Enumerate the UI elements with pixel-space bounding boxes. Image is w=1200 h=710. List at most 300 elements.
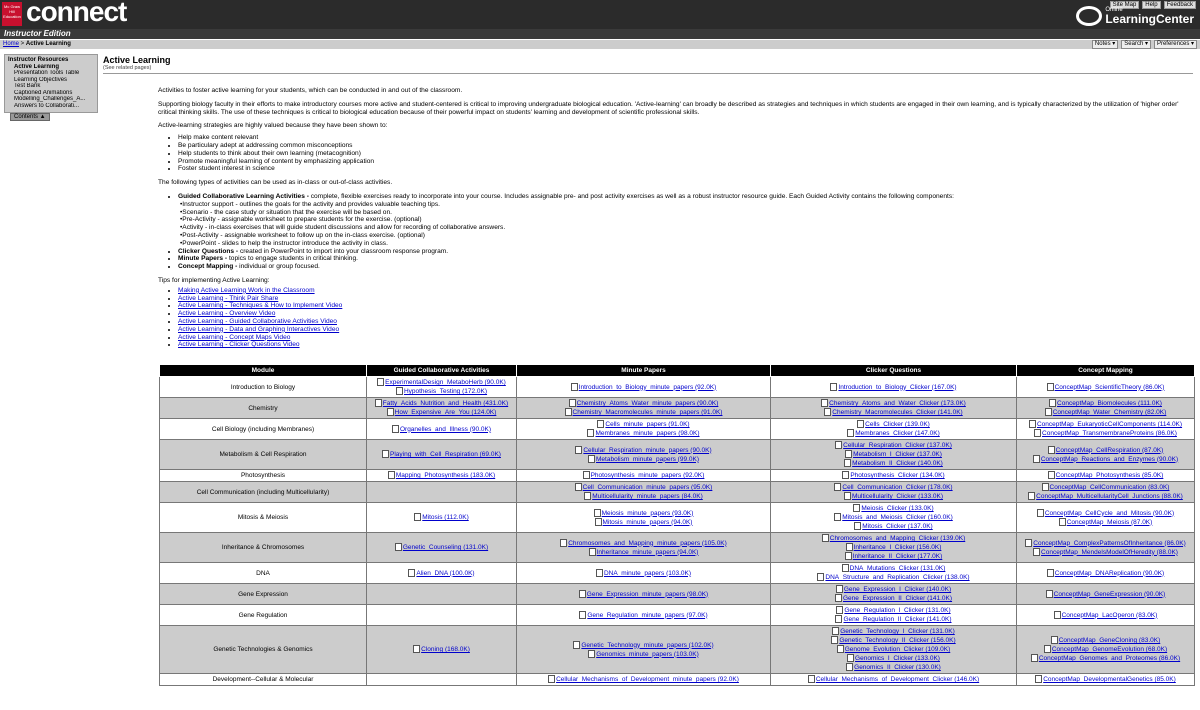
resource-entry xyxy=(519,611,768,620)
document-icon xyxy=(395,543,402,551)
file-link[interactable]: Alien_DNA (100.0K) xyxy=(416,569,475,577)
file-link[interactable]: Gene_Regulation_minute_papers (97.0K) xyxy=(587,611,708,619)
file-link[interactable]: Mitosis (112.0K) xyxy=(422,514,469,521)
file-link[interactable]: DNA_Structure_and_Replication_Clicker (138.0K) xyxy=(825,574,970,581)
resource-entry xyxy=(773,585,1014,594)
file-link[interactable]: Multicellularity_Clicker (133.0K) xyxy=(851,493,944,500)
file-link[interactable]: Genome_Evolution_Clicker (109.0K) xyxy=(844,646,951,653)
file-link[interactable]: Membranes_Clicker (147.0K) xyxy=(855,430,940,437)
resource-cell xyxy=(771,605,1017,626)
file-link[interactable]: ConceptMap_CellRespiration (87.0K) xyxy=(1055,446,1164,454)
resource-entry xyxy=(519,518,768,527)
resource-entry xyxy=(519,471,768,480)
document-icon xyxy=(387,408,394,416)
tool-menu[interactable]: Preferences ▾ xyxy=(1154,40,1197,49)
file-link[interactable]: Mitosis_Clicker (137.0K) xyxy=(862,523,933,530)
module-name: Inheritance & Chromosomes xyxy=(160,533,367,563)
resource-cell xyxy=(771,419,1017,440)
olc-swirl-icon xyxy=(1076,6,1102,26)
edition-bar: Instructor Edition xyxy=(0,29,1200,39)
tip-item xyxy=(178,318,1188,326)
resource-entry xyxy=(1019,548,1192,557)
document-icon xyxy=(1034,429,1041,437)
resource-cell xyxy=(771,440,1017,470)
sidebar-heading: Instructor Resources xyxy=(8,57,69,63)
document-icon xyxy=(854,522,861,530)
document-icon xyxy=(857,420,864,428)
tool-menu[interactable]: Notes ▾ xyxy=(1092,40,1118,49)
resource-cell xyxy=(771,503,1017,533)
document-icon xyxy=(408,569,415,577)
resource-entry xyxy=(773,429,1014,438)
module-name: Gene Regulation xyxy=(160,605,367,626)
document-icon xyxy=(1031,654,1038,662)
tool-menu[interactable]: Search ▾ xyxy=(1121,40,1151,49)
document-icon xyxy=(377,378,384,386)
file-link[interactable]: ConceptMap_CellCycle_and_Mitosis (90.0K) xyxy=(1044,509,1175,517)
document-icon xyxy=(830,383,837,391)
resource-entry xyxy=(369,471,514,480)
file-link[interactable]: Gene_Expression_I_Clicker (140.0K) xyxy=(843,586,952,593)
resource-entry xyxy=(519,483,768,492)
file-link[interactable]: Genetic_Technology_II_Clicker (156.0K) xyxy=(839,637,956,644)
file-link[interactable]: Genomics_I_Clicker (133.0K) xyxy=(855,655,940,662)
document-icon xyxy=(594,509,601,517)
resource-cell xyxy=(517,470,771,482)
resource-entry xyxy=(773,504,1014,513)
resource-cell xyxy=(367,440,517,470)
file-link[interactable]: Mitosis_and_Meiosis_Clicker (160.0K) xyxy=(842,514,953,521)
file-link[interactable]: Cell_Communication_Clicker (178.0K) xyxy=(842,484,953,491)
benefit-item: • Help students to think about their own learning (metacognition) xyxy=(178,150,1188,158)
resource-entry xyxy=(773,420,1014,429)
resource-entry xyxy=(369,450,514,459)
resource-entry xyxy=(519,383,768,392)
sidebar-item[interactable]: Answers to Collaborati... xyxy=(14,102,80,109)
document-icon xyxy=(1048,471,1055,479)
resource-cell xyxy=(367,674,517,686)
file-link[interactable]: ConceptMap_DevelopmentalGenetics (85.0K) xyxy=(1043,676,1176,683)
tip-item xyxy=(178,302,1188,310)
file-link[interactable]: ConceptMap_CellCommunication (83.0K) xyxy=(1049,484,1170,491)
file-link[interactable]: ConceptMap_ScientificTheory (86.0K) xyxy=(1054,383,1165,391)
document-icon xyxy=(571,383,578,391)
resource-entry xyxy=(369,378,514,387)
document-icon xyxy=(392,425,399,433)
file-link[interactable]: ConceptMap_MendelsModelOfHeredity (88.0K) xyxy=(1041,548,1178,556)
resource-entry xyxy=(773,636,1014,645)
table-row xyxy=(160,674,1195,686)
resource-entry xyxy=(1019,645,1192,654)
document-icon xyxy=(844,459,851,467)
sidebar-item[interactable]: Presentation Tools Table xyxy=(14,70,80,76)
resource-entry xyxy=(519,590,768,599)
file-link[interactable]: Playing_with_Cell_Respiration (69.0K) xyxy=(390,451,501,458)
resource-entry xyxy=(773,675,1014,684)
top-link[interactable]: Feedback xyxy=(1164,1,1196,9)
benefit-item: • Promote meaningful learning of content by emphasizing application xyxy=(178,158,1188,166)
resource-cell xyxy=(1017,398,1195,419)
tip-item xyxy=(178,334,1188,342)
olc-line1: Online xyxy=(1105,7,1123,13)
file-link[interactable]: DNA_Mutations_Clicker (131.0K) xyxy=(849,565,946,572)
document-icon xyxy=(1059,518,1066,526)
tool-menus xyxy=(1092,40,1197,49)
document-icon xyxy=(1035,675,1042,683)
file-link[interactable]: Mitosis_minute_papers (94.0K) xyxy=(602,518,693,526)
resource-cell xyxy=(771,470,1017,482)
document-icon xyxy=(414,513,421,521)
activity-item xyxy=(178,193,1188,248)
file-link[interactable]: Photosynthesis_Clicker (134.0K) xyxy=(850,472,945,479)
sidebar-item[interactable]: Active Learning xyxy=(14,63,60,70)
module-name: Chemistry xyxy=(160,398,367,419)
file-link[interactable]: Cellular_Respiration_minute_papers (90.0K) xyxy=(583,446,712,454)
tip-item xyxy=(178,295,1188,303)
column-header: Guided Collaborative Activities xyxy=(367,365,517,377)
component-item: •Instructor support - outlines the goals for the activity and provides valuable teaching tips. xyxy=(180,200,440,208)
top-link[interactable]: Site Map xyxy=(1110,1,1140,9)
file-link[interactable]: Chromosomes_and_Mapping_Clicker (139.0K) xyxy=(829,535,966,542)
file-link[interactable]: Cells_Clicker (139.0K) xyxy=(865,421,930,428)
resource-entry xyxy=(773,654,1014,663)
file-link[interactable]: Introduction_to_Biology_Clicker (167.0K) xyxy=(838,383,957,391)
file-link[interactable]: ConceptMap_MulticellularityCell_Junctions (88.0K) xyxy=(1036,493,1183,500)
resource-cell xyxy=(771,626,1017,674)
sidebar-item[interactable]: Modelling_Challenges_A... xyxy=(14,96,86,102)
resource-entry xyxy=(1019,636,1192,645)
benefit-item: • Help make content relevant xyxy=(178,134,1188,142)
component-item: •Scenario - the case study or situation that the exercise will be based on. xyxy=(180,208,392,216)
breadcrumb xyxy=(0,40,1200,49)
document-icon xyxy=(1029,420,1036,428)
resource-cell xyxy=(771,377,1017,398)
document-icon xyxy=(1045,408,1052,416)
document-icon xyxy=(832,627,839,635)
file-link[interactable]: Introduction_to_Biology_minute_papers (92.0K) xyxy=(578,383,717,391)
resource-entry xyxy=(369,387,514,396)
main-content xyxy=(158,87,1188,355)
resource-entry xyxy=(773,615,1014,624)
document-icon xyxy=(842,564,849,572)
file-link[interactable]: Gene_Regulation_I_Clicker (131.0K) xyxy=(844,607,951,614)
resource-cell xyxy=(517,419,771,440)
resource-cell xyxy=(517,482,771,503)
tip-item xyxy=(178,287,1188,295)
resource-cell xyxy=(771,584,1017,605)
file-link[interactable]: Genomics_minute_papers (103.0K) xyxy=(596,650,699,658)
table-row xyxy=(160,482,1195,503)
file-link[interactable]: ConceptMap_GeneCloning (83.0K) xyxy=(1058,637,1161,644)
file-link[interactable]: Inheritance_I_Clicker (156.0K) xyxy=(853,544,942,551)
component-item: •Post-Activity - assignable worksheet to follow up on the in-class exercise. (optional) xyxy=(180,231,425,239)
file-link[interactable]: ConceptMap_EukaryoticCellComponents (114.0K) xyxy=(1036,421,1183,428)
file-link[interactable]: DNA_minute_papers (103.0K) xyxy=(603,569,692,577)
file-link[interactable]: Multicellularity_minute_papers (84.0K) xyxy=(592,493,703,500)
document-icon xyxy=(596,569,603,577)
tip-link[interactable]: Active Learning - Clicker Questions Video xyxy=(178,341,300,349)
table-row xyxy=(160,440,1195,470)
file-link[interactable]: Gene_Expression_minute_papers (98.0K) xyxy=(586,590,709,598)
activity-item xyxy=(178,255,1188,263)
file-link[interactable]: ConceptMap_Genomes_and_Proteomes (86.0K) xyxy=(1038,655,1181,662)
tip-link[interactable]: Active Learning - Concept Maps Video xyxy=(178,333,291,341)
file-link[interactable]: Genetic_Counseling (131.0K) xyxy=(402,544,489,551)
document-icon xyxy=(846,543,853,551)
document-icon xyxy=(565,408,572,416)
resource-entry xyxy=(1019,509,1192,518)
resource-cell xyxy=(367,563,517,584)
file-link[interactable]: ConceptMap_Photosynthesis (85.0K) xyxy=(1055,472,1164,479)
sidebar-item[interactable]: Test Bank xyxy=(14,83,41,89)
file-link[interactable]: Photosynthesis_minute_papers (92.0K) xyxy=(590,472,705,479)
activity-text: complete, flexible exercises ready to incorporate into your course. Includes assignable pre- and post activity exercises as well as a robust instructor resource guide. Each Guided Activity contains the following components: xyxy=(308,192,954,200)
olc-logo xyxy=(1076,6,1194,26)
tip-item xyxy=(178,310,1188,318)
column-header: Module xyxy=(160,365,367,377)
resource-cell xyxy=(771,482,1017,503)
tip-link[interactable]: Active Learning - Overview Video xyxy=(178,310,276,318)
sidebar xyxy=(4,54,98,113)
resource-entry xyxy=(369,569,514,578)
table-row xyxy=(160,503,1195,533)
resource-cell xyxy=(1017,584,1195,605)
document-icon xyxy=(396,387,403,395)
breadcrumb-home[interactable]: Home xyxy=(3,41,20,47)
file-link[interactable]: Cells_minute_papers (91.0K) xyxy=(605,421,690,428)
file-link[interactable]: ConceptMap_ComplexPatternsOfInheritance (86.0K) xyxy=(1033,539,1186,547)
file-link[interactable]: Metabolism_minute_papers (99.0K) xyxy=(596,455,699,463)
resource-entry xyxy=(519,509,768,518)
table-row xyxy=(160,626,1195,674)
contents-button[interactable]: Contents ▲ xyxy=(10,113,50,121)
file-link[interactable]: Organelles_and_Illness (90.0K) xyxy=(399,425,492,433)
resource-cell xyxy=(517,398,771,419)
resource-entry xyxy=(773,408,1014,417)
resource-cell xyxy=(1017,503,1195,533)
document-icon xyxy=(575,446,582,454)
resource-entry xyxy=(519,492,768,501)
document-icon xyxy=(834,483,841,491)
resource-entry xyxy=(773,450,1014,459)
document-icon xyxy=(597,420,604,428)
file-link[interactable]: Meiosis_minute_papers (93.0K) xyxy=(601,509,694,517)
document-icon xyxy=(579,590,586,598)
table-row xyxy=(160,563,1195,584)
resource-cell xyxy=(1017,482,1195,503)
top-link[interactable]: Help xyxy=(1142,1,1160,9)
resource-entry xyxy=(519,455,768,464)
document-icon xyxy=(835,594,842,602)
document-icon xyxy=(831,636,838,644)
file-link[interactable]: Genetic_Technology_minute_papers (102.0K) xyxy=(581,641,714,649)
document-icon xyxy=(1037,509,1044,517)
tip-link[interactable]: Active Learning - Techniques & How to Implement Video xyxy=(178,302,343,310)
document-icon xyxy=(589,548,596,556)
file-link[interactable]: ConceptMap_TransmembraneProteins (86.0K) xyxy=(1042,430,1177,437)
resource-entry xyxy=(773,483,1014,492)
olc-line2: LearningCenter xyxy=(1105,12,1194,26)
file-link[interactable]: Chemistry_Macromolecules_minute_papers (91.0K) xyxy=(572,409,723,416)
module-name: Development--Cellular & Molecular xyxy=(160,674,367,686)
file-link[interactable]: Inheritance_minute_papers (94.0K) xyxy=(596,548,699,556)
module-name: Gene Expression xyxy=(160,584,367,605)
activity-title: Minute Papers - xyxy=(178,255,228,263)
document-icon xyxy=(847,654,854,662)
page-title: Active Learning xyxy=(103,55,171,65)
resource-entry xyxy=(773,564,1014,573)
document-icon xyxy=(845,552,852,560)
resource-cell xyxy=(517,563,771,584)
file-link[interactable]: Chromosomes_and_Mapping_minute_papers (105.0K) xyxy=(568,539,727,547)
resource-entry xyxy=(519,650,768,659)
file-link[interactable]: ExperimentalDesign_MetaboHerb (90.0K) xyxy=(385,379,506,386)
resource-cell xyxy=(1017,419,1195,440)
top-bar xyxy=(0,0,1200,29)
resource-entry xyxy=(519,429,768,438)
resource-cell xyxy=(367,584,517,605)
document-icon xyxy=(413,645,420,653)
document-icon xyxy=(575,483,582,491)
resource-entry xyxy=(1019,429,1192,438)
resource-entry xyxy=(773,471,1014,480)
file-link[interactable]: Cell_Communication_minute_papers (95.0K) xyxy=(582,484,713,491)
component-item: •Activity - in-class exercises that will guide student discussions and allow for recording of collaborative answers. xyxy=(180,224,506,232)
file-link[interactable]: ConceptMap_GeneExpression (90.0K) xyxy=(1053,590,1166,598)
resource-entry xyxy=(1019,408,1192,417)
document-icon xyxy=(382,450,389,458)
document-icon xyxy=(579,611,586,619)
document-icon xyxy=(1051,636,1058,644)
resource-cell xyxy=(367,398,517,419)
tip-item xyxy=(178,326,1188,334)
file-link[interactable]: Cloning (168.0K) xyxy=(421,646,470,653)
document-icon xyxy=(835,615,842,623)
document-icon xyxy=(834,513,841,521)
resource-entry xyxy=(1019,483,1192,492)
document-icon xyxy=(844,492,851,500)
file-link[interactable]: Genetic_Technology_I_Clicker (131.0K) xyxy=(840,628,955,635)
activity-title: Concept Mapping - xyxy=(178,263,238,271)
table-row xyxy=(160,377,1195,398)
resource-entry xyxy=(773,573,1014,582)
file-link[interactable]: How_Expensive_Are_You (124.0K) xyxy=(394,409,497,416)
resource-cell xyxy=(1017,533,1195,563)
resource-cell xyxy=(367,626,517,674)
module-name: Introduction to Biology xyxy=(160,377,367,398)
module-name: Metabolism & Cell Respiration xyxy=(160,440,367,470)
file-link[interactable]: ConceptMap_LacOperon (83.0K) xyxy=(1061,611,1158,619)
file-link[interactable]: ConceptMap_Meiosis (87.0K) xyxy=(1066,518,1153,526)
benefit-item: • Foster student interest in science xyxy=(178,165,1188,173)
resource-entry xyxy=(1019,446,1192,455)
file-link[interactable]: Chemistry_Atoms_and_Water_Clicker (173.0K) xyxy=(829,400,966,407)
tip-link[interactable]: Active Learning - Guided Collaborative Activities Video xyxy=(178,317,337,325)
tip-link[interactable]: Making Active Learning Work in the Classroom xyxy=(178,286,315,294)
resource-cell xyxy=(1017,674,1195,686)
file-link[interactable]: ConceptMap_Biomolecules (111.0K) xyxy=(1057,400,1162,407)
resource-cell xyxy=(1017,440,1195,470)
activity-types-paragraph: The following types of activities can be used as in-class or out-of-class activities. xyxy=(158,179,393,187)
resource-cell xyxy=(367,533,517,563)
file-link[interactable]: Cellular_Respiration_Clicker (137.0K) xyxy=(843,442,952,449)
document-icon xyxy=(584,492,591,500)
resource-entry xyxy=(773,441,1014,450)
document-icon xyxy=(845,450,852,458)
table-body xyxy=(160,377,1195,686)
resource-entry xyxy=(1019,420,1192,429)
file-link[interactable]: ConceptMap_Water_Chemistry (82.0K) xyxy=(1052,409,1167,416)
document-icon xyxy=(573,641,580,649)
table-row xyxy=(160,419,1195,440)
resource-entry xyxy=(369,513,514,522)
file-link[interactable]: Genomics_II_Clicker (130.0K) xyxy=(854,664,941,671)
resource-cell xyxy=(1017,605,1195,626)
activity-text: created in PowerPoint to import into your classroom response program. xyxy=(238,247,449,255)
file-link[interactable]: Chemistry_Macromolecules_Clicker (141.0K) xyxy=(832,409,963,416)
resource-cell xyxy=(517,584,771,605)
file-link[interactable]: Membranes_minute_papers (98.0K) xyxy=(595,430,700,437)
file-link[interactable]: Inheritance_II_Clicker (177.0K) xyxy=(852,553,943,560)
resource-entry xyxy=(1019,399,1192,408)
tip-link[interactable]: Active Learning - Think Pair Share xyxy=(178,294,279,302)
document-icon xyxy=(853,504,860,512)
file-link[interactable]: Metabolism_I_Clicker (137.0K) xyxy=(853,451,942,458)
resource-entry xyxy=(1019,675,1192,684)
file-link[interactable]: Meiosis_Clicker (133.0K) xyxy=(861,505,934,512)
file-link[interactable]: ConceptMap_GenomeEvolution (68.0K) xyxy=(1051,646,1168,653)
resource-cell xyxy=(517,674,771,686)
file-link[interactable]: Fatty_Acids_Nutrition_and_Health (431.0K) xyxy=(382,400,509,407)
document-icon xyxy=(375,399,382,407)
resource-cell xyxy=(367,419,517,440)
resource-entry xyxy=(1019,590,1192,599)
resource-cell xyxy=(517,377,771,398)
connect-logo: connect xyxy=(26,0,127,27)
document-icon xyxy=(847,429,854,437)
file-link[interactable]: Gene_Expression_II_Clicker (141.0K) xyxy=(842,595,953,602)
tip-link[interactable]: Active Learning - Data and Graphing Interactives Video xyxy=(178,325,340,333)
file-link[interactable]: Cellular_Mechanisms_of_Development_Clicker (146.0K) xyxy=(815,676,980,683)
activity-types-list xyxy=(158,193,1188,271)
resource-entry xyxy=(773,399,1014,408)
module-name: Photosynthesis xyxy=(160,470,367,482)
benefit-item: • Be particulary adept at addressing common misconceptions xyxy=(178,142,1188,150)
sidebar-items xyxy=(8,64,94,110)
module-name: Mitosis & Meiosis xyxy=(160,503,367,533)
sidebar-item[interactable]: Learning Objectives xyxy=(14,76,68,83)
resource-cell xyxy=(517,626,771,674)
file-link[interactable]: Metabolism_II_Clicker (140.0K) xyxy=(852,460,943,467)
document-icon xyxy=(1048,446,1055,454)
resource-entry xyxy=(1019,569,1192,578)
resource-cell xyxy=(771,533,1017,563)
component-item: •Pre-Activity - assignable worksheet to prepare students for the exercise. (optional) xyxy=(180,216,422,224)
file-link[interactable]: Gene_Regulation_II_Clicker (141.0K) xyxy=(843,616,952,623)
file-link[interactable]: Hypothesis_Testing (172.0K) xyxy=(403,388,488,395)
file-link[interactable]: Mapping_Photosynthesis (183.0K) xyxy=(395,472,496,479)
sidebar-item[interactable]: Captioned Animations xyxy=(14,89,73,96)
resource-cell xyxy=(367,605,517,626)
file-link[interactable]: Cellular_Mechanisms_of_Development_minute_papers (92.0K) xyxy=(556,676,739,683)
file-link[interactable]: Chemistry_Atoms_Water_minute_papers (90.0K) xyxy=(576,400,719,407)
file-link[interactable]: ConceptMap_Reactions_and_Enzymes (90.0K) xyxy=(1040,455,1179,463)
file-link[interactable]: ConceptMap_DNAReplication (90.0K) xyxy=(1054,569,1165,577)
document-icon xyxy=(817,573,824,581)
resource-entry xyxy=(773,522,1014,531)
document-icon xyxy=(1042,483,1049,491)
related-pages-link[interactable]: (See related pages) xyxy=(103,65,152,71)
